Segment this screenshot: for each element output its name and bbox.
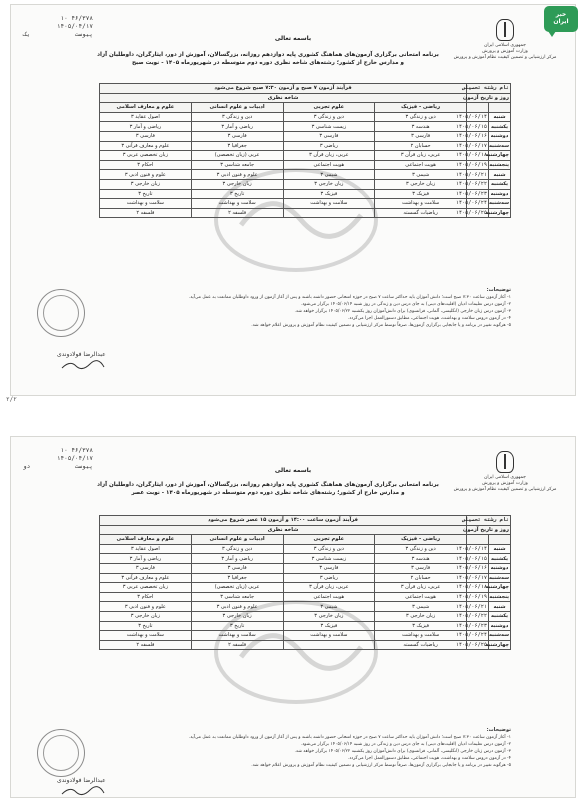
day-cell: شنبه xyxy=(489,170,511,180)
day-cell: شنبه xyxy=(489,112,511,122)
table-row xyxy=(100,544,511,554)
org-line: مرکز ارزشیابی و تضمین کیفیت نظام آموزش و پرورش xyxy=(453,55,557,60)
day-cell: چهارشنبه xyxy=(485,210,509,217)
day-cell: پنجشنبه xyxy=(489,594,509,601)
subject-cell: زیست شناسی ۳ xyxy=(283,554,375,564)
subject-cell: فلسفه ۲ xyxy=(191,208,283,218)
subject-cell: عربی، زبان قرآن ۳ xyxy=(375,583,467,593)
subject-cell: شیمی ۳ xyxy=(375,170,467,180)
note-item: ۵- هرگونه تغییر در برنامه و یا جابجایی برگزاری آزمون‌ها، صرفاً توسط مرکز ارزشیابی و تضمین کیفیت نظام آموزش و پرورش اعلام خواهد شد. xyxy=(251,763,511,768)
reference-number: ۴۶/۳۷۸ ۱۰ xyxy=(60,447,93,454)
subject-cell: فارسی ۳ xyxy=(100,131,192,141)
subject-cell: حسابان ۲ xyxy=(375,141,467,151)
table-row xyxy=(100,602,511,612)
day-cell: سه‌شنبه xyxy=(489,142,509,149)
table-row xyxy=(100,583,511,593)
subject-cell xyxy=(283,208,375,218)
note-item: ۴- در آزمون دروس سلامت و بهداشت، هویت اجتماعی، مطابق دستورالعمل اجرا می‌گردد. xyxy=(347,756,511,761)
subject-cell: تاریخ ۳ xyxy=(100,189,192,199)
note-item: ۲- آزمون درس تعلیمات ادیان (اقلیت‌های دینی) به جای درس دین و زندگی در روز شنبه ۱۴۰۵/۰۶/۱۴ برگزار می‌شود. xyxy=(300,742,511,747)
table-body xyxy=(100,112,511,218)
signer-name: عبدالرضا فولادوندی xyxy=(57,777,106,784)
subject-cell: ریاضی و آمار ۳ xyxy=(191,554,283,564)
table-row xyxy=(100,611,511,621)
subject-cell: فارسی ۳ xyxy=(191,131,283,141)
subject-cell: عربی، زبان قرآن ۳ xyxy=(283,583,375,593)
date-cell: ۱۴۰۵/۰۶/۱۵ xyxy=(455,555,487,562)
branch-header: شاخه نظری xyxy=(100,93,467,103)
day-cell: شنبه xyxy=(489,602,511,612)
subject-cell: زبان خارجی ۳ xyxy=(191,179,283,189)
org-line: مرکز ارزشیابی و تضمین کیفیت نظام آموزش و پرورش xyxy=(453,487,557,492)
subject-cell: ریاضی و آمار ۳ xyxy=(191,122,283,132)
subject-cell: دین و زندگی ۳ xyxy=(191,544,283,554)
subject-cell: فیزیک ۳ xyxy=(375,621,467,631)
day-cell: چهارشنبه xyxy=(485,152,509,159)
subject-cell: علوم و معارف قرآنی ۳ xyxy=(100,573,192,583)
subject-cell: هویت اجتماعی xyxy=(283,160,375,170)
table-row xyxy=(100,122,511,132)
date-cell: ۱۴۰۵/۰۶/۱۶ xyxy=(455,565,487,572)
table-row xyxy=(100,131,511,141)
column-header: ریاضی - فیزیک xyxy=(375,535,467,545)
attachment-value: یک xyxy=(23,31,31,38)
date-cell: ۱۴۰۵/۰۶/۲۵ xyxy=(455,642,487,649)
day-cell: یکشنبه xyxy=(489,554,511,564)
subject-cell: سلامت و بهداشت xyxy=(375,199,467,209)
logo-line-1: خبر xyxy=(555,11,567,18)
subject-cell: فارسی ۳ xyxy=(283,131,375,141)
date-cell: ۱۴۰۵/۰۶/۱۸ xyxy=(455,584,487,591)
notes-section xyxy=(99,287,511,329)
date-cell: ۱۴۰۵/۰۶/۲۱ xyxy=(455,171,487,178)
subject-cell: زبان تخصصی عربی ۳ xyxy=(100,583,192,593)
bismillah: باسمه تعالی xyxy=(274,35,312,42)
subject-cell xyxy=(283,640,375,650)
table-row xyxy=(100,554,511,564)
document-page-top xyxy=(10,4,576,396)
day-cell: دوشنبه xyxy=(489,131,511,141)
date-cell: ۱۴۰۵/۰۶/۲۵ xyxy=(455,210,487,217)
table-row xyxy=(100,179,511,189)
subject-cell: فیزیک ۳ xyxy=(283,621,375,631)
column-header: علوم و معارف اسلامی xyxy=(100,535,192,545)
subject-cell: شیمی ۳ xyxy=(375,602,467,612)
subject-cell: فیزیک ۳ xyxy=(375,189,467,199)
note-item: ۳- آزمون درس زبان خارجی (انگلیسی، آلمانی، فرانسوی) برای دانش‌آموزان روز یکشنبه ۱۴۰۵/۰۶/۲۲ برگزار خواهد شد. xyxy=(294,749,511,754)
document-title xyxy=(91,51,445,67)
subject-cell: سلامت و بهداشت xyxy=(100,199,192,209)
date-cell: ۱۴۰۵/۰۶/۲۲ xyxy=(455,613,487,620)
subject-cell: ریاضیات گسسته xyxy=(375,640,467,650)
note-item: ۱- آغاز آزمون ساعت ۷:۳۰ صبح است؛ دانش آموزان باید حداکثر ساعت ۷ صبح در حوزه امتحانی حضور داشته باشند و پس از آغاز آزمون از ورود داوطلبان ممانعت به عمل می‌آید. xyxy=(188,295,511,300)
day-cell: یکشنبه xyxy=(489,179,511,189)
org-line: وزارت آموزش و پرورش xyxy=(482,481,528,486)
subject-cell: هندسه ۳ xyxy=(375,122,467,132)
column-header: علوم تجربی xyxy=(283,103,375,113)
subject-cell: تاریخ ۳ xyxy=(191,621,283,631)
date-cell: ۱۴۰۵/۰۶/۱۸ xyxy=(455,152,487,159)
table-row xyxy=(100,199,511,209)
branch-header: شاخه نظری xyxy=(100,525,467,535)
table-corner-label: نام رشته تحصیلی xyxy=(462,85,509,92)
note-item: ۲- آزمون درس تعلیمات ادیان (اقلیت‌های دینی) به جای درس دین و زندگی در روز شنبه ۱۴۰۵/۰۶/۱۴ برگزار می‌شود. xyxy=(300,302,511,307)
document-page-bottom xyxy=(10,436,576,798)
subject-cell: سلامت و بهداشت xyxy=(283,199,375,209)
title-line: برنامه امتحانی برگزاری آزمون‌های هماهنگ کشوری پایه دوازدهم روزانه، بزرگسالان، آموزش از دور، ایثارگران، داوطلبان آزاد xyxy=(97,52,439,58)
bismillah: باسمه تعالی xyxy=(274,467,312,474)
news-logo xyxy=(544,6,578,32)
date-cell: ۱۴۰۵/۰۶/۱۴ xyxy=(455,546,487,553)
attachment-label: پیوست xyxy=(74,31,93,38)
subject-cell: ریاضی و آمار ۳ xyxy=(100,122,192,132)
title-line: برنامه امتحانی برگزاری آزمون‌های هماهنگ کشوری پایه دوازدهم روزانه، بزرگسالان، آموزش از دور، ایثارگران، داوطلبان آزاد xyxy=(97,482,439,488)
subject-cell: فیزیک ۳ xyxy=(283,189,375,199)
subject-cell: زبان خارجی ۳ xyxy=(100,179,192,189)
note-item: ۳- آزمون درس زبان خارجی (انگلیسی، آلمانی، فرانسوی) برای دانش‌آموزان روز یکشنبه ۱۴۰۵/۰۶/۲۲ برگزار خواهد شد. xyxy=(294,309,511,314)
date-cell: ۱۴۰۵/۰۶/۱۹ xyxy=(455,162,487,169)
subject-cell: علوم و فنون ادبی ۳ xyxy=(100,170,192,180)
subject-cell: زبان تخصصی عربی ۳ xyxy=(100,151,192,161)
day-cell: دوشنبه xyxy=(489,189,511,199)
subject-cell: هویت اجتماعی xyxy=(283,592,375,602)
start-time-note: فرآیند آزمون ۷ صبح و آزمون ۷:۳۰ صبح شروع می‌شود xyxy=(100,84,467,94)
signature-block xyxy=(57,351,106,370)
subject-cell: ریاضیات گسسته xyxy=(375,208,467,218)
subject-cell: فلسفه ۲ xyxy=(100,208,192,218)
subject-cell: دین و زندگی ۳ xyxy=(375,112,467,122)
day-cell: یکشنبه xyxy=(489,122,511,132)
signature-scribble xyxy=(60,786,106,796)
signature-scribble xyxy=(60,360,106,370)
reference-date: ۱۴۰۵/۰۴/۱۷ xyxy=(56,455,93,462)
org-line: جمهوری اسلامی ایران xyxy=(484,475,526,480)
day-cell: دوشنبه xyxy=(489,621,511,631)
notes-section xyxy=(99,727,511,769)
day-cell: چهارشنبه xyxy=(485,642,509,649)
date-cell: ۱۴۰۵/۰۶/۲۳ xyxy=(455,622,487,629)
subject-cell: تاریخ ۳ xyxy=(100,621,192,631)
table-row xyxy=(100,573,511,583)
subject-cell: شیمی ۳ xyxy=(283,602,375,612)
subject-cell: احکام ۳ xyxy=(100,160,192,170)
subject-cell: سلامت و بهداشت xyxy=(375,631,467,641)
start-time-note: فرآیند آزمون ساعت ۱۴:۰۰ و آزمون ۱۵ عصر شروع می‌شود xyxy=(100,516,467,526)
day-cell: شنبه xyxy=(489,544,511,554)
subject-cell: سلامت و بهداشت xyxy=(283,631,375,641)
subject-cell: شیمی ۳ xyxy=(283,170,375,180)
table-row xyxy=(100,640,511,650)
subject-cell: زبان خارجی ۳ xyxy=(375,611,467,621)
note-item: ۵- هرگونه تغییر در برنامه و یا جابجایی برگزاری آزمون‌ها، صرفاً توسط مرکز ارزشیابی و تضمین کیفیت نظام آموزش و پرورش اعلام خواهد شد. xyxy=(251,323,511,328)
date-cell: ۱۴۰۵/۰۶/۱۴ xyxy=(455,114,487,121)
subject-cell: عربی (زبان تخصصی) xyxy=(191,151,283,161)
document-title xyxy=(91,481,445,497)
subject-cell: علوم و فنون ادبی ۳ xyxy=(100,602,192,612)
subject-cell: فارسی ۳ xyxy=(375,563,467,573)
reference-date: ۱۴۰۵/۰۴/۱۷ xyxy=(56,23,93,30)
date-cell: ۱۴۰۵/۰۶/۲۱ xyxy=(455,603,487,610)
date-cell: ۱۴۰۵/۰۶/۱۵ xyxy=(455,123,487,130)
table-row xyxy=(100,151,511,161)
subject-cell: جغرافیا ۳ xyxy=(191,573,283,583)
day-cell: دوشنبه xyxy=(489,563,511,573)
title-line: و مدارس خارج از کشور؛ رشته‌های شاخه نظری دوره دوم متوسطه در شهریورماه ۱۴۰۵ - نوبت عصر xyxy=(131,490,405,496)
subject-cell: فلسفه ۲ xyxy=(191,640,283,650)
subject-cell: زبان خارجی ۳ xyxy=(283,611,375,621)
table-row xyxy=(100,208,511,218)
day-cell: سه‌شنبه xyxy=(489,632,509,639)
subject-cell: دین و زندگی ۳ xyxy=(283,544,375,554)
date-cell: ۱۴۰۵/۰۶/۲۴ xyxy=(455,200,487,207)
table-body xyxy=(100,544,511,650)
subject-cell: هندسه ۳ xyxy=(375,554,467,564)
subject-cell: احکام ۳ xyxy=(100,592,192,602)
attachment-value: دو xyxy=(23,463,31,470)
column-header: علوم تجربی xyxy=(283,535,375,545)
subject-cell: زبان خارجی ۳ xyxy=(100,611,192,621)
date-cell: ۱۴۰۵/۰۶/۱۶ xyxy=(455,133,487,140)
exam-schedule-table xyxy=(99,83,511,218)
official-stamp xyxy=(37,289,85,337)
table-row xyxy=(100,621,511,631)
table-row xyxy=(100,141,511,151)
subject-cell: زبان خارجی ۳ xyxy=(283,179,375,189)
table-row xyxy=(100,631,511,641)
note-item: ۱- آغاز آزمون ساعت ۷:۳۰ صبح است؛ دانش آموزان باید حداکثر ساعت ۷ صبح در حوزه امتحانی حضور داشته باشند و پس از آغاز آزمون از ورود داوطلبان ممانعت به عمل می‌آید. xyxy=(188,735,511,740)
subject-cell: دین و زندگی ۳ xyxy=(375,544,467,554)
subject-cell: ریاضی ۳ xyxy=(283,141,375,151)
subject-cell: فلسفه ۲ xyxy=(100,640,192,650)
subject-cell: سلامت و بهداشت xyxy=(191,631,283,641)
date-cell: ۱۴۰۵/۰۶/۱۷ xyxy=(455,142,487,149)
subject-cell: دین و زندگی ۳ xyxy=(191,112,283,122)
day-cell: یکشنبه xyxy=(489,611,511,621)
day-cell: چهارشنبه xyxy=(485,584,509,591)
subject-cell: تاریخ ۳ xyxy=(191,189,283,199)
subject-cell: فارسی ۳ xyxy=(191,563,283,573)
date-cell: ۱۴۰۵/۰۶/۲۴ xyxy=(455,632,487,639)
column-header: ادبیات و علوم انسانی xyxy=(191,535,283,545)
table-corner-label: نام رشته تحصیلی xyxy=(462,517,509,524)
subject-cell: جغرافیا ۳ xyxy=(191,141,283,151)
table-row xyxy=(100,592,511,602)
table-row xyxy=(100,189,511,199)
subject-cell: هویت اجتماعی xyxy=(375,160,467,170)
subject-cell: زبان خارجی ۳ xyxy=(375,179,467,189)
subject-cell: دین و زندگی ۳ xyxy=(283,112,375,122)
subject-cell: سلامت و بهداشت xyxy=(191,199,283,209)
page-number: ۲/۲ xyxy=(6,396,17,403)
table-row xyxy=(100,563,511,573)
date-cell: ۱۴۰۵/۰۶/۱۹ xyxy=(455,594,487,601)
subject-cell: حسابان ۲ xyxy=(375,573,467,583)
subject-cell: سلامت و بهداشت xyxy=(100,631,192,641)
day-date-header: روز و تاریخ آزمون xyxy=(462,526,509,533)
title-line: و مدارس خارج از کشور؛ رشته‌های شاخه نظری دوره دوم متوسطه در شهریورماه ۱۴۰۵ - نوبت صبح xyxy=(131,60,405,66)
subject-cell: علوم و فنون ادبی ۳ xyxy=(191,170,283,180)
column-header: علوم و معارف اسلامی xyxy=(100,103,192,113)
table-row xyxy=(100,160,511,170)
table-row xyxy=(100,112,511,122)
subject-cell: اصول عقاید ۳ xyxy=(100,112,192,122)
subject-cell: جامعه شناسی ۳ xyxy=(191,160,283,170)
official-stamp xyxy=(37,729,85,777)
table-row xyxy=(100,170,511,180)
subject-cell: علوم و معارف قرآنی ۳ xyxy=(100,141,192,151)
notes-title: توضیحات: xyxy=(486,727,511,733)
note-item: ۴- در آزمون دروس سلامت و بهداشت، هویت اجتماعی، مطابق دستورالعمل اجرا می‌گردد. xyxy=(347,316,511,321)
org-line: وزارت آموزش و پرورش xyxy=(482,49,528,54)
column-header: ریاضی - فیزیک xyxy=(375,103,467,113)
subject-cell: ریاضی و آمار ۳ xyxy=(100,554,192,564)
subject-cell: زبان خارجی ۳ xyxy=(191,611,283,621)
signer-name: عبدالرضا فولادوندی xyxy=(57,351,106,358)
column-header: ادبیات و علوم انسانی xyxy=(191,103,283,113)
subject-cell: زیست شناسی ۳ xyxy=(283,122,375,132)
logo-line-2: ایران xyxy=(553,18,569,25)
exam-schedule-table xyxy=(99,515,511,650)
date-cell: ۱۴۰۵/۰۶/۲۲ xyxy=(455,181,487,188)
day-cell: سه‌شنبه xyxy=(489,574,509,581)
signature-block xyxy=(57,777,106,796)
subject-cell: ریاضی ۳ xyxy=(283,573,375,583)
subject-cell: عربی، زبان قرآن ۳ xyxy=(375,151,467,161)
date-cell: ۱۴۰۵/۰۶/۲۳ xyxy=(455,190,487,197)
subject-cell: فارسی ۳ xyxy=(375,131,467,141)
subject-cell: فارسی ۳ xyxy=(100,563,192,573)
notes-title: توضیحات: xyxy=(486,287,511,293)
day-cell: سه‌شنبه xyxy=(489,200,509,207)
org-line: جمهوری اسلامی ایران xyxy=(484,43,526,48)
subject-cell: جامعه شناسی ۳ xyxy=(191,592,283,602)
day-cell: پنجشنبه xyxy=(489,162,509,169)
date-cell: ۱۴۰۵/۰۶/۱۷ xyxy=(455,574,487,581)
attachment-label: پیوست xyxy=(74,463,93,470)
subject-cell: عربی، زبان قرآن ۳ xyxy=(283,151,375,161)
subject-cell: عربی (زبان تخصصی) xyxy=(191,583,283,593)
subject-cell: هویت اجتماعی xyxy=(375,592,467,602)
subject-cell: علوم و فنون ادبی ۳ xyxy=(191,602,283,612)
day-date-header: روز و تاریخ آزمون xyxy=(462,94,509,101)
subject-cell: فارسی ۳ xyxy=(283,563,375,573)
reference-number: ۴۶/۳۷۸ ۱۰ xyxy=(60,15,93,22)
subject-cell: اصول عقاید ۳ xyxy=(100,544,192,554)
